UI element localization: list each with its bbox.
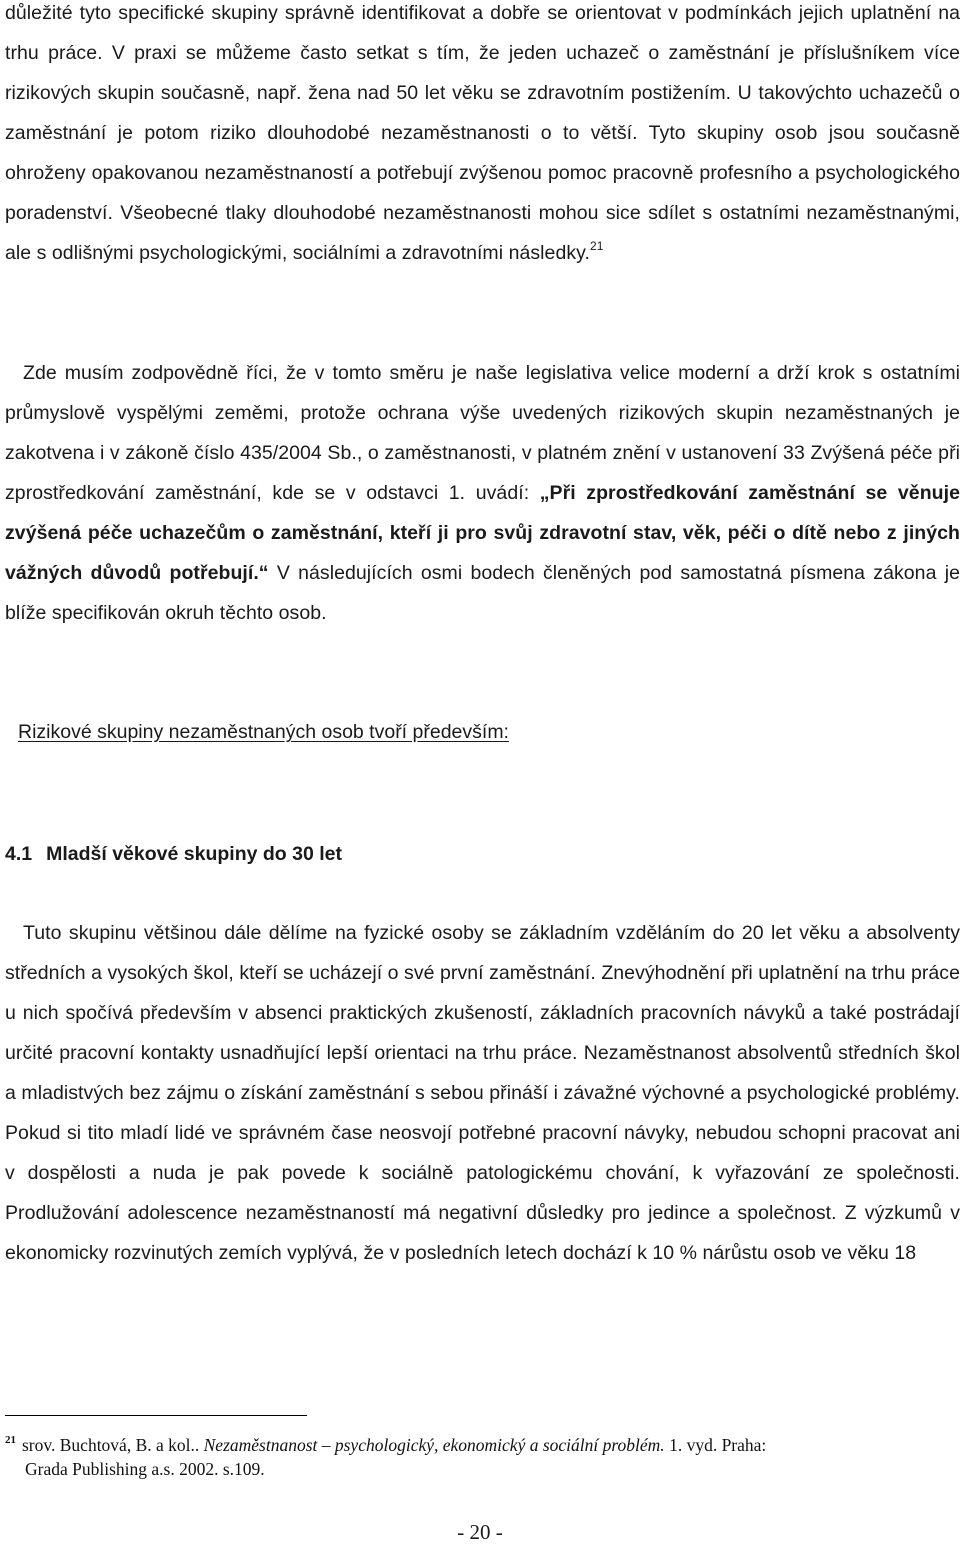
paragraph-intro: Zde musím zodpovědně říci, že v tomto směru je naše legislativa velice moderní a drží krok s ostatními průmyslově vyspělými zeměmi, protože ochrana výše uvedených rizikových skupin nezaměstnaných je zakotvena i v zákoně číslo 435/2004 Sb., o zaměstnanosti, v platném znění v ustanovení 33 Zvýšená péče při zprostředkování zaměstnání, kde se v odstavci 1. uvádí: xyxy=(5,362,960,504)
footnote-divider xyxy=(5,1415,307,1416)
paragraph-text: Tuto skupinu většinou dále dělíme na fyzické osoby se základním vzděláním do 20 let věku a absolventy středních a vysokých škol, kteří se ucházejí o své první zaměstnání. Znevýhodnění při uplatnění na trhu práce u nich spočívá především v absenci praktických zkušeností, základních pracovních návyků a také postrádají určité pracovní kontakty usnadňující lepší orientaci na trhu práce. Nezaměstnanost absolventů středních škol a mladistvých bez zájmu o získání zaměstnání s sebou přináší i závažné výchovné a psychologické problémy. Pokud si tito mladí lidé ve správném čase neosvojí potřebné pracovní návyky, nebudou schopni pracovat ani v dospělosti a nuda je pak povede k sociálně patologickému chování, k vyřazování ze společnosti. Prodlužování adolescence nezaměstnaností má negativní důsledky pro jedince a společnost. Z výzkumů v ekonomicky rozvinutých zemích vyplývá, že v posledních letech dochází k 10 % nárůstu osob ve věku 18 xyxy=(5,922,960,1264)
paragraph-legislation xyxy=(5,353,960,633)
paragraph-risk-groups xyxy=(5,0,960,273)
paragraph-outro: V následujících osmi bodech členěných pod samostatná písmena zákona je blíže specifikován okruh těchto osob. xyxy=(5,562,960,624)
section-heading xyxy=(5,834,342,874)
law-quote: „Při zprostředkování zaměstnání se věnuje zvýšená péče uchazečům o zaměstnání, kteří ji pro svůj zdravotní stav, věk, péči o dítě nebo z jiných vážných důvodů potřebují.“ xyxy=(5,482,960,584)
section-title: Mladší věkové skupiny do 30 let xyxy=(46,843,342,865)
footnote-number: 21 xyxy=(5,1434,16,1446)
footnote-reference[interactable]: 21 xyxy=(589,239,604,253)
footnote-publisher: Grada Publishing a.s. 2002. s.109. xyxy=(25,1459,265,1479)
risk-groups-heading: Rizikové skupiny nezaměstnaných osob tvoří především: xyxy=(18,721,509,743)
section-number: 4.1 xyxy=(5,843,33,865)
page-number: - 20 - xyxy=(457,1520,503,1544)
footnote-book-title: Nezaměstnanost – psychologický, ekonomický a sociální problém. xyxy=(203,1435,665,1455)
footnote-text-part2: 1. vyd. Praha: xyxy=(664,1435,767,1455)
footnote-text-part1: srov. Buchtová, B. a kol.. xyxy=(22,1435,204,1455)
footnote xyxy=(5,1428,955,1481)
paragraph-young-groups xyxy=(5,913,960,1273)
paragraph-text: důležité tyto specifické skupiny správně identifikovat a dobře se orientovat v podmínkách jejich uplatnění na trhu práce. V praxi se můžeme často setkat s tím, že jeden uchazeč o zaměstnání je příslušníkem více rizikových skupin současně, např. žena nad 50 let věku se zdravotním postižením. U takovýchto uchazečů o zaměstnání je potom riziko dlouhodobé nezaměstnanosti o to větší. Tyto skupiny osob jsou současně ohroženy opakovanou nezaměstnaností a potřebují zvýšenou pomoc pracovně profesního a psychologického poradenství. Všeobecné tlaky dlouhodobé nezaměstnanosti mohou sice sdílet s ostatními nezaměstnanými, ale s odlišnými psychologickými, sociálními a zdravotními následky. xyxy=(5,2,960,264)
